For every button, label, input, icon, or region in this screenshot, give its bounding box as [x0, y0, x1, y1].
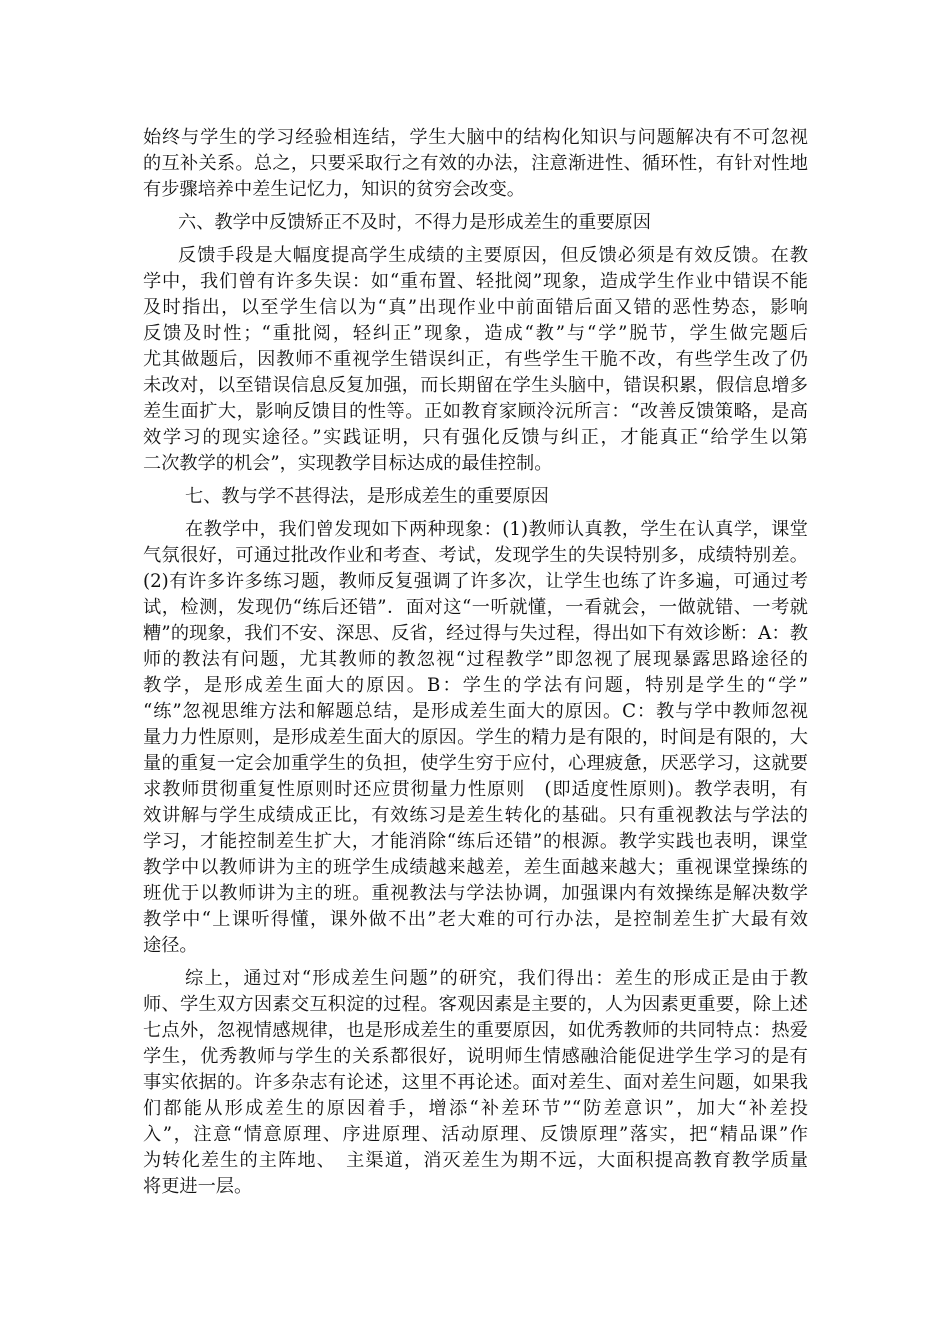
body-text-line: 教学，是形成差生面大的原因。B：学生的学法有问题，特别是学生的“学”: [143, 675, 808, 696]
body-text-line: 班优于以教师讲为主的班。重视教法与学法协调，加强课内有效操练是解决数学: [143, 883, 808, 904]
body-text-line: 有步骤培养中差生记忆力，知识的贫穷会改变。: [143, 179, 525, 200]
body-text-line: 效学习的现实途径。”实践证明，只有强化反馈与纠正，才能真正“给学生以第: [143, 427, 808, 448]
body-text-line: 始终与学生的学习经验相连结，学生大脑中的结构化知识与问题解决有不可忽视: [143, 127, 808, 148]
body-text-line: 及时指出，以至学生信以为“真”出现作业中前面错后面又错的恶性势态，影响: [143, 297, 808, 318]
body-text-line: 量的重复一定会加重学生的负担，使学生穷于应付，心理疲惫，厌恶学习，这就要: [143, 753, 808, 774]
body-text-line: 将更进一层。: [143, 1176, 253, 1197]
body-text-line: 的互补关系。总之，只要采取行之有效的办法，注意渐进性、循环性，有针对性地: [143, 153, 808, 174]
body-text-line: 气氛很好，可通过批改作业和考查、考试，发现学生的失误特别多，成绩特别差。: [143, 545, 808, 566]
body-text-line: 们都能从形成差生的原因着手，增添“补差环节”“防差意识”，加大“补差投: [143, 1098, 808, 1119]
body-text-line: 师、学生双方因素交互积淀的过程。客观因素是主要的，人为因素更重要，除上述: [143, 994, 808, 1015]
body-text-line: 教学中以教师讲为主的班学生成绩越来越差，差生面越来越大；重视课堂操练的: [143, 857, 808, 878]
body-text-line: (2)有许多许多练习题，教师反复强调了许多次，让学生也练了许多遍，可通过考: [143, 571, 808, 592]
body-text-line: 尤其做题后，因教师不重视学生错误纠正，有些学生干脆不改，有些学生改了仍: [143, 349, 808, 370]
body-text-line: 未改对，以至错误信息反复加强，而长期留在学生头脑中，错误积累，假信息增多: [143, 375, 808, 396]
body-text-line: 七点外，忽视情感规律，也是形成差生的重要原因，如优秀教师的共同特点：热爱: [143, 1020, 808, 1041]
body-text-line: 事实依据的。许多杂志有论述，这里不再论述。面对差生、面对差生问题，如果我: [143, 1072, 808, 1093]
body-text-line: 差生面扩大，影响反馈目的性等。正如教育家顾泠沅所言：“改善反馈策略，是高: [143, 401, 808, 422]
body-text-line: 学习，才能控制差生扩大，才能消除“练后还错”的根源。教学实践也表明，课堂: [143, 831, 808, 852]
body-text-line: 在教学中，我们曾发现如下两种现象：(1)教师认真教，学生在认真学，课堂: [185, 519, 808, 540]
body-text-line: 试，检测，发现仍“练后还错”．面对这“一听就懂，一看就会，一做就错、一考就: [143, 597, 808, 618]
body-text-line: 师的教法有问题，尤其教师的教忽视“过程教学”即忽视了展现暴露思路途径的: [143, 649, 808, 670]
body-text-line: “练”忽视思维方法和解题总结，是形成差生面大的原因。C：教与学中教师忽视: [143, 701, 808, 722]
body-text-line: 途径。: [143, 935, 198, 956]
body-text-line: 入”，注意“情意原理、序进原理、活动原理、反馈原理”落实，把“精品课”作: [143, 1124, 808, 1145]
body-text-line: 二次教学的机会”，实现教学目标达成的最佳控制。: [143, 453, 553, 474]
body-text-line: 学生，优秀教师与学生的关系都很好，说明师生情感融洽能促进学生学习的是有: [143, 1046, 808, 1067]
section-heading-seven: 七、教与学不甚得法，是形成差生的重要原因: [185, 486, 549, 507]
body-text-line: 效讲解与学生成绩成正比，有效练习是差生转化的基础。只有重视教法与学法的: [143, 805, 808, 826]
body-text-line: 综上，通过对“形成差生问题”的研究，我们得出：差生的形成正是由于教: [185, 968, 808, 989]
body-text-line: 反馈及时性；“重批阅，轻纠正”现象，造成“教”与“学”脱节，学生做完题后: [143, 323, 808, 344]
body-text-line: 量力力性原则，是形成差生面大的原因。学生的精力是有限的，时间是有限的，大: [143, 727, 808, 748]
section-heading-six: 六、教学中反馈矫正不及时，不得力是形成差生的重要原因: [178, 212, 651, 233]
body-text-line: 反馈手段是大幅度提高学生成绩的主要原因，但反馈必须是有效反馈。在教: [178, 245, 808, 266]
body-text-line: 为转化差生的主阵地、 主渠道，消灭差生为期不远，大面积提高教育教学质量: [143, 1150, 808, 1171]
body-text-line: 教学中“上课听得懂，课外做不出”老大难的可行办法，是控制差生扩大最有效: [143, 909, 808, 930]
body-text-line: 糟”的现象，我们不安、深思、反省，经过得与失过程，得出如下有效诊断：A：教: [143, 623, 808, 644]
body-text-line: 学中，我们曾有许多失误：如“重布置、轻批阅”现象，造成学生作业中错误不能: [143, 271, 808, 292]
body-text-line: 求教师贯彻重复性原则时还应贯彻量力性原则 (即适度性原则)。教学表明，有: [143, 779, 808, 800]
